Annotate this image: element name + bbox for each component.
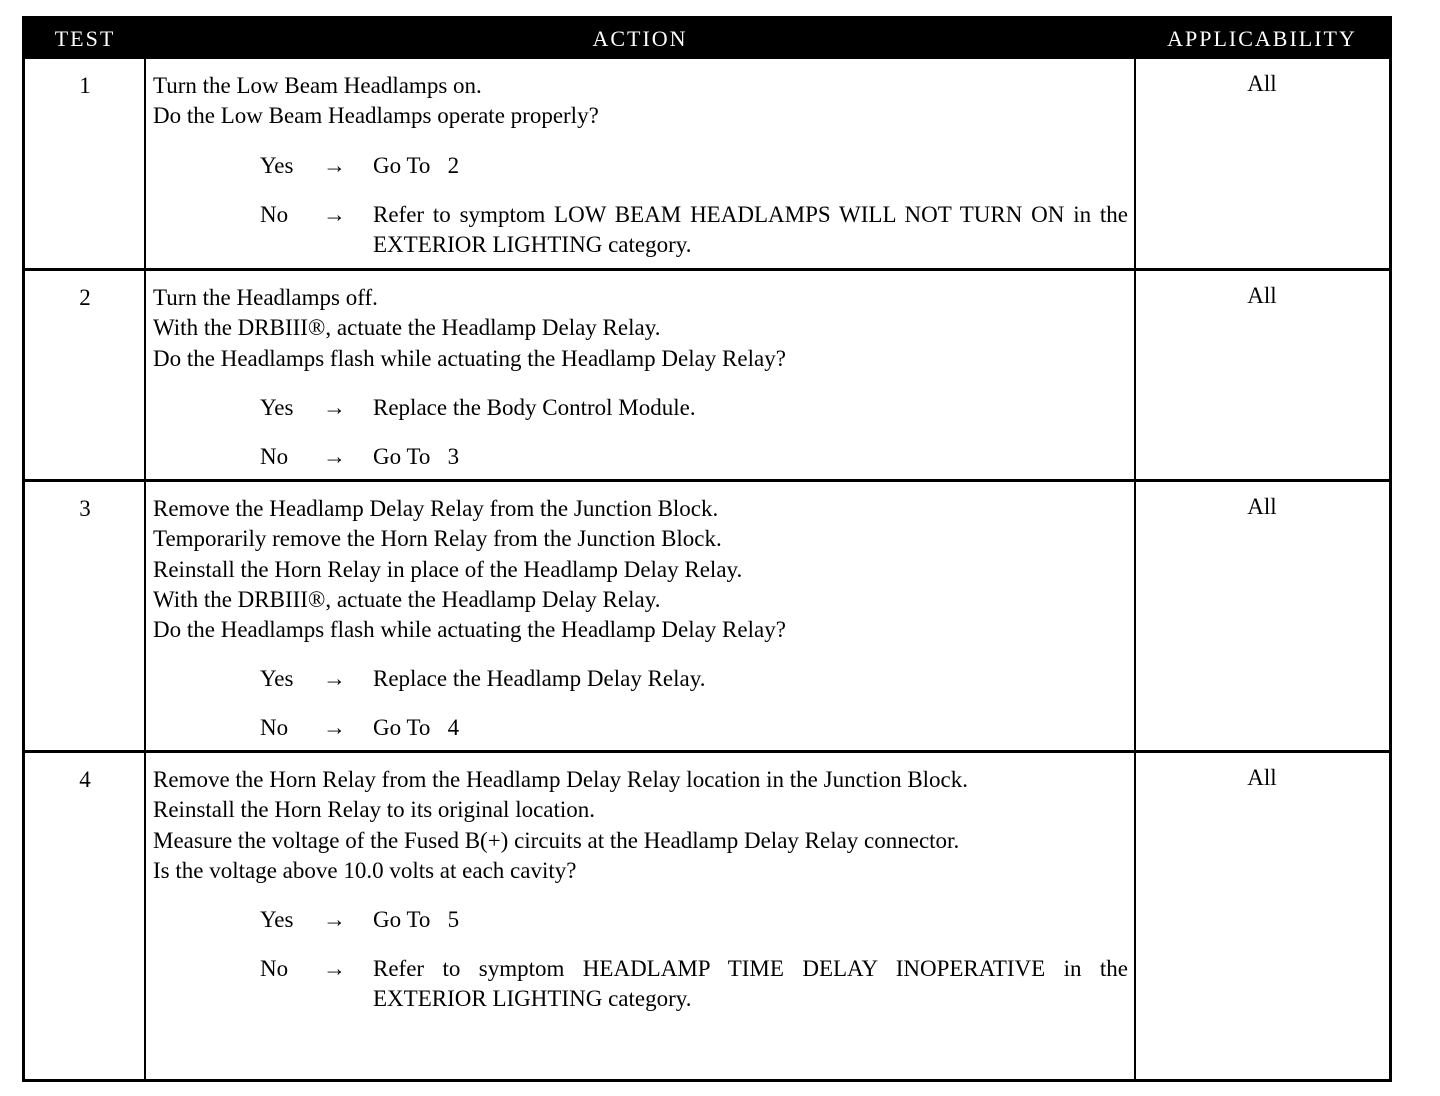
no-option	[153, 713, 1128, 743]
column-divider	[1134, 59, 1136, 1079]
header-test: TEST	[54, 26, 116, 51]
arrow-right-icon: →	[323, 394, 346, 420]
yes-result: Go To 2	[373, 152, 460, 178]
action-line: Do the Headlamps flash while actuating the Headlamp Delay Relay?	[153, 617, 786, 643]
test-number: 3	[79, 496, 91, 521]
applicability-value: All	[1247, 494, 1277, 519]
arrow-right-icon: →	[323, 907, 346, 933]
action-line: Remove the Horn Relay from the Headlamp Delay Relay location in the Junction Block.	[153, 767, 969, 792]
test-row-4	[25, 753, 1389, 1079]
yes-option	[153, 664, 1128, 694]
no-label: No	[260, 956, 289, 982]
action-cell	[153, 71, 1128, 260]
action-cell	[153, 765, 1128, 1014]
test-row-1	[25, 59, 1389, 271]
action-cell	[153, 494, 1128, 743]
yes-label: Yes	[260, 394, 294, 420]
action-line: Turn the Low Beam Headlamps on.	[153, 73, 482, 98]
action-line: With the DRBIII®, actuate the Headlamp Delay Relay.	[153, 315, 661, 341]
action-line: Measure the voltage of the Fused B(+) circuits at the Headlamp Delay Relay connector.	[153, 827, 960, 853]
applicability-value: All	[1247, 71, 1277, 96]
action-line: Remove the Headlamp Delay Relay from the Junction Block.	[153, 496, 719, 521]
no-result: Refer to symptom HEADLAMP TIME DELAY INOPERATIVE in the EXTERIOR LIGHTING category.	[373, 956, 1128, 1012]
action-line: Temporarily remove the Horn Relay from the Junction Block.	[153, 526, 722, 552]
yes-label: Yes	[260, 152, 294, 178]
action-line: Do the Headlamps flash while actuating the Headlamp Delay Relay?	[153, 345, 786, 371]
no-label: No	[260, 443, 289, 469]
test-row-2	[25, 271, 1389, 482]
yes-option	[153, 393, 1128, 423]
arrow-right-icon: →	[323, 715, 346, 741]
arrow-right-icon: →	[323, 201, 346, 227]
action-line: Reinstall the Horn Relay to its original location.	[153, 797, 596, 823]
diagnostic-test-table	[22, 16, 1392, 1082]
applicability-value: All	[1247, 283, 1277, 308]
yes-label: Yes	[260, 666, 294, 692]
action-cell	[153, 283, 1128, 472]
yes-option	[153, 905, 1128, 935]
arrow-right-icon: →	[323, 956, 346, 982]
yes-result: Replace the Headlamp Delay Relay.	[373, 666, 706, 692]
action-line: Reinstall the Horn Relay in place of the Headlamp Delay Relay.	[153, 556, 743, 582]
action-line: Do the Low Beam Headlamps operate properly?	[153, 103, 599, 129]
no-label: No	[260, 715, 289, 741]
applicability-value: All	[1247, 765, 1277, 790]
yes-result: Go To 5	[373, 907, 460, 933]
yes-option	[153, 151, 1128, 181]
no-result: Go To 3	[373, 443, 460, 469]
no-label: No	[260, 201, 289, 227]
yes-result: Replace the Body Control Module.	[373, 394, 696, 420]
test-number: 4	[79, 767, 91, 792]
no-result: Refer to symptom LOW BEAM HEADLAMPS WILL NOT TURN ON in the EXTERIOR LIGHTING category.	[373, 201, 1128, 257]
test-number: 1	[79, 73, 91, 98]
table-header	[25, 19, 1389, 59]
arrow-right-icon: →	[323, 152, 346, 178]
header-applicability: APPLICABILITY	[1167, 26, 1357, 51]
arrow-right-icon: →	[323, 666, 346, 692]
column-divider	[144, 59, 146, 1079]
test-row-3	[25, 482, 1389, 753]
test-number: 2	[79, 285, 91, 310]
action-line: Is the voltage above 10.0 volts at each cavity?	[153, 857, 577, 883]
yes-label: Yes	[260, 907, 294, 933]
no-option	[153, 442, 1128, 472]
no-result: Go To 4	[373, 715, 460, 741]
header-action: ACTION	[592, 26, 688, 51]
no-option	[153, 954, 1128, 1014]
action-line: Turn the Headlamps off.	[153, 285, 378, 310]
arrow-right-icon: →	[323, 443, 346, 469]
action-line: With the DRBIII®, actuate the Headlamp Delay Relay.	[153, 586, 661, 612]
no-option	[153, 200, 1128, 260]
